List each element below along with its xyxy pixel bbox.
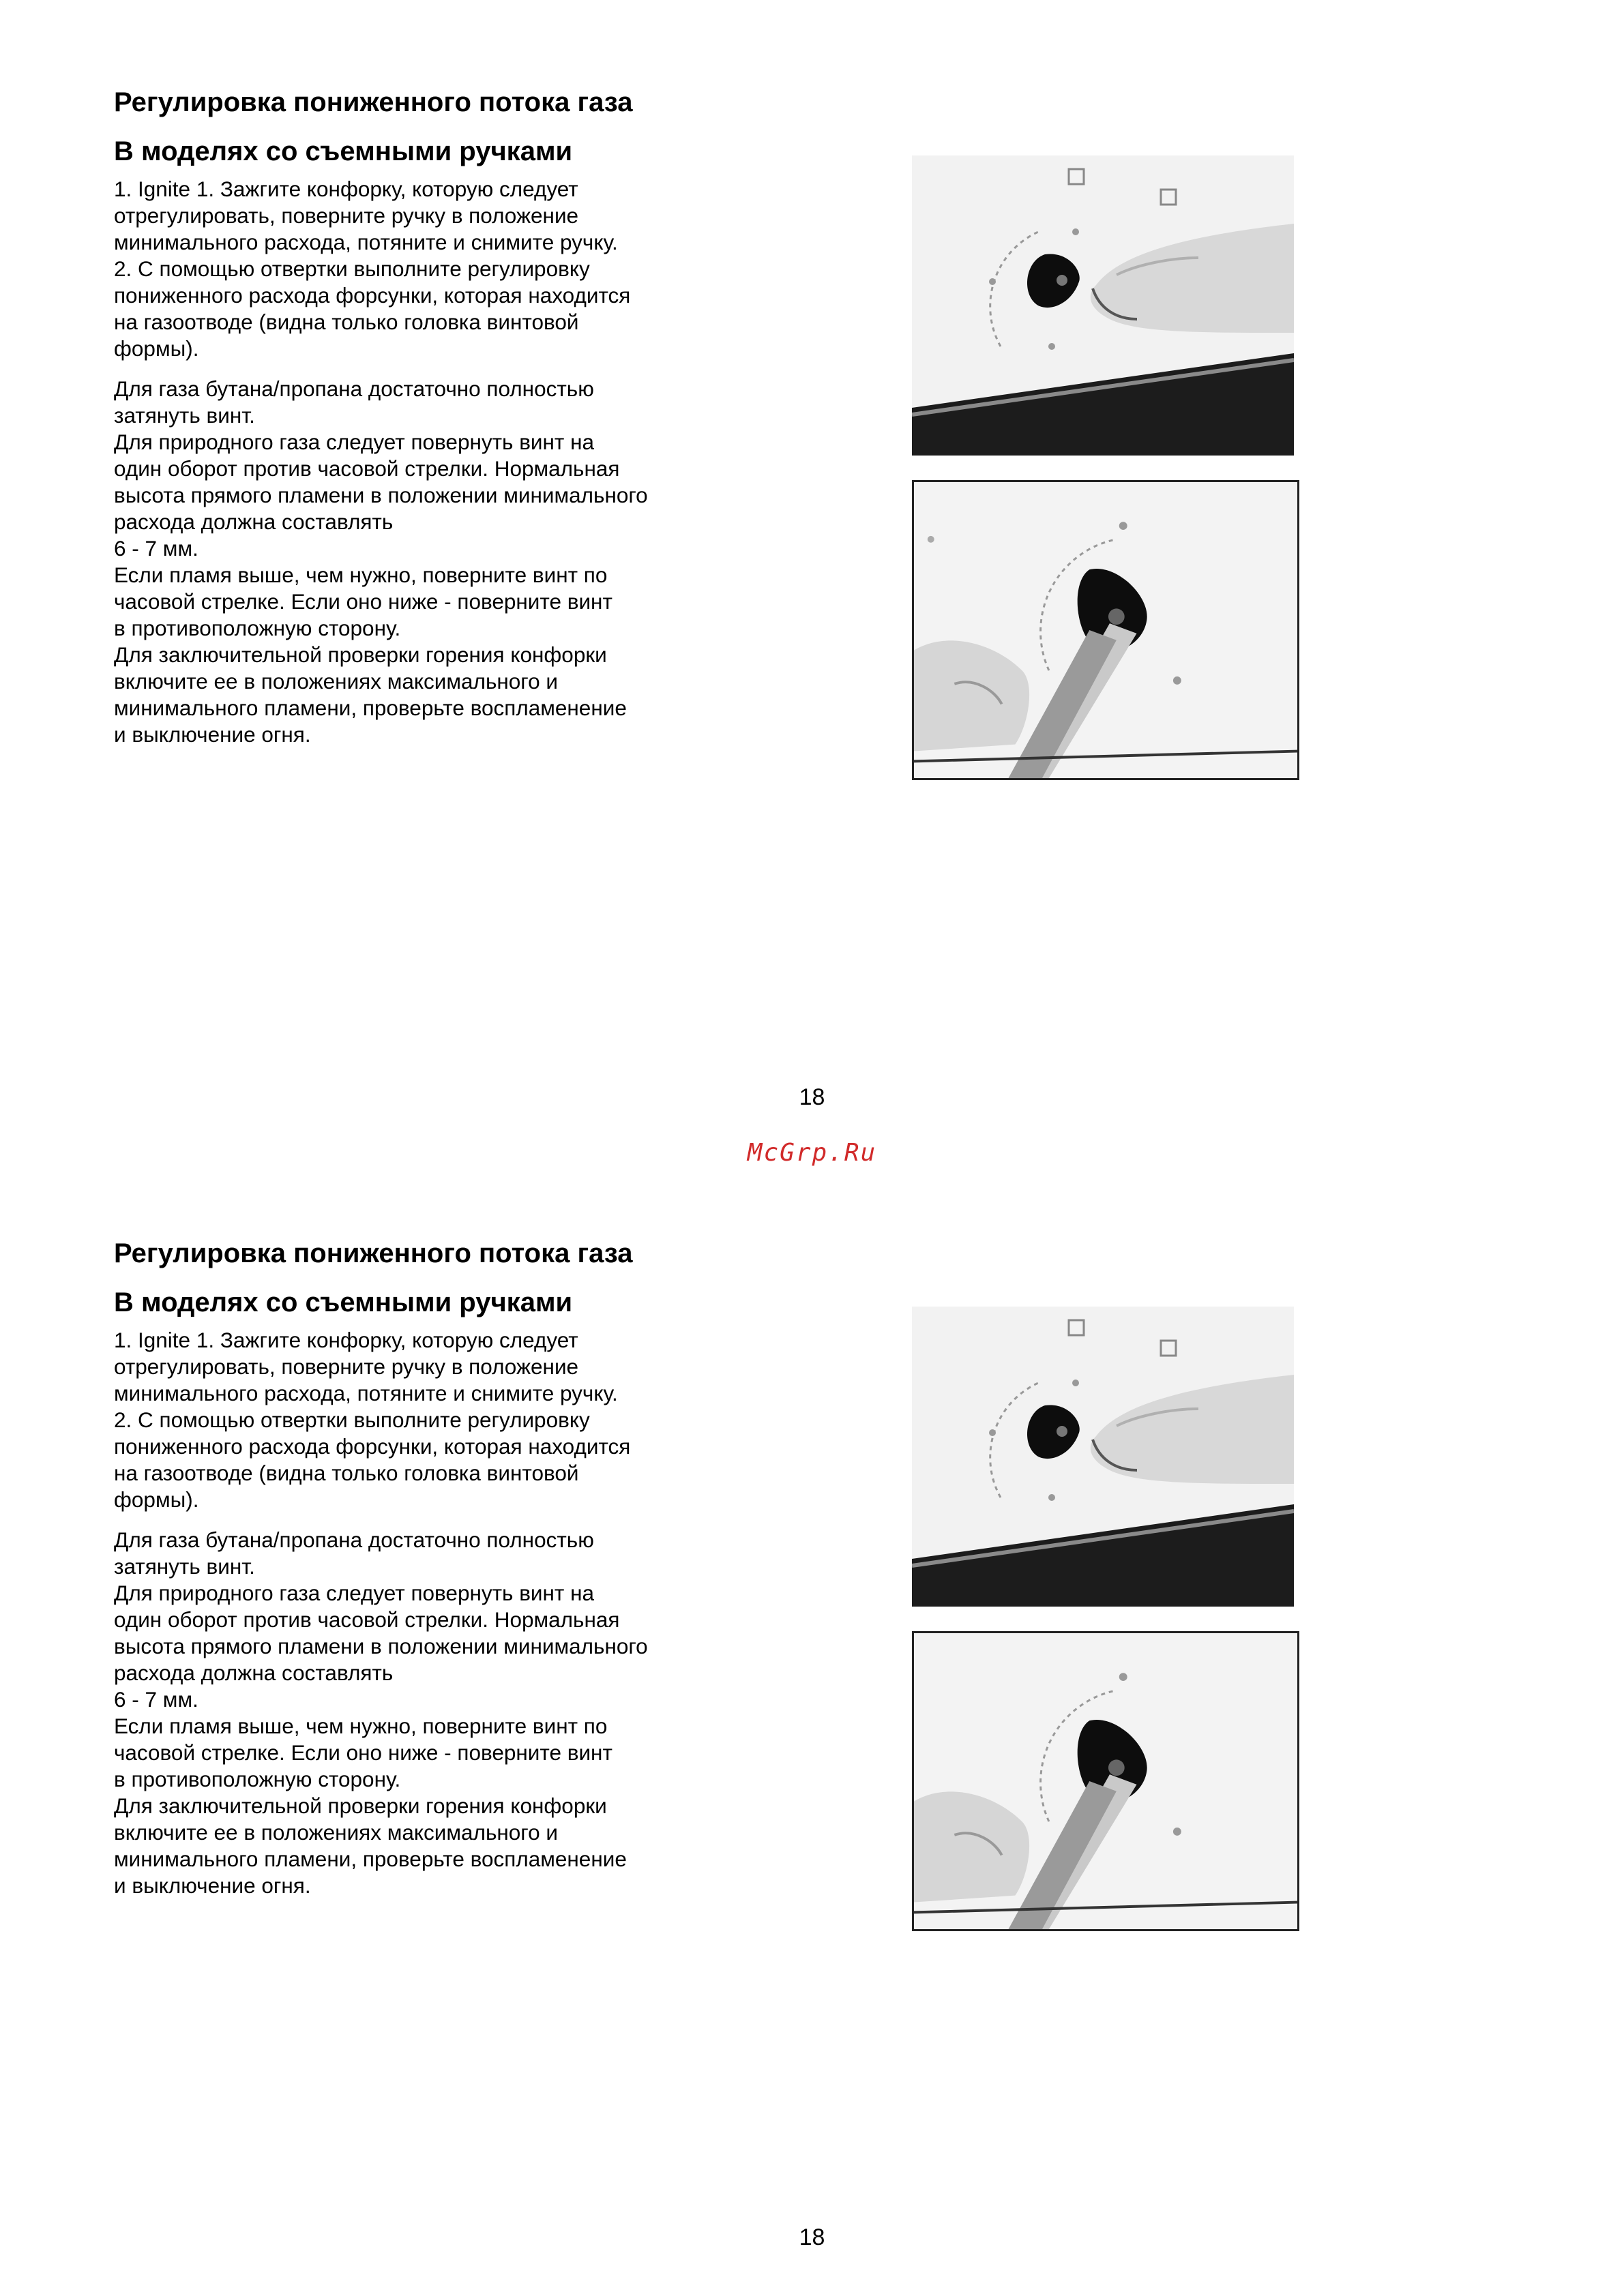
page-number: 18 (799, 2224, 825, 2250)
text-line: Для газа бутана/пропана достаточно полностью (114, 1527, 594, 1552)
text-line: затянуть винт. (114, 403, 255, 428)
knob-removed-photo (912, 1307, 1294, 1607)
text-line: формы). (114, 336, 199, 361)
text-line: часовой стрелке. Если оно ниже - поверните винт (114, 589, 612, 614)
section-title: Регулировка пониженного потока газа (114, 1238, 633, 1268)
page-number: 18 (799, 1084, 825, 1110)
text-line: минимального пламени, проверьте воспламенение (114, 696, 627, 720)
text-line: 2. С помощью отвертки выполните регулировку (114, 1407, 590, 1432)
text-line: на газоотводе (видна только головка винтовой (114, 310, 579, 334)
text-line: формы). (114, 1487, 199, 1512)
text-line: Для природного газа следует повернуть винт на (114, 430, 595, 454)
section-subtitle: В моделях со съемными ручками (114, 1287, 573, 1317)
text-line: один оборот против часовой стрелки. Нормальная (114, 456, 620, 481)
text-line: включите ее в положениях максимального и (114, 669, 558, 694)
page-section-1 (0, 0, 1624, 1110)
text-line: пониженного расхода форсунки, которая находится (114, 283, 631, 308)
screwdriver-adjustment-photo (912, 1631, 1299, 1931)
text-line: на газоотводе (видна только головка винтовой (114, 1461, 579, 1485)
text-line: отрегулировать, поверните ручку в положение (114, 203, 579, 228)
text-line: 6 - 7 мм. (114, 536, 198, 561)
text-line: пониженного расхода форсунки, которая находится (114, 1434, 631, 1459)
instructions-text (114, 176, 728, 748)
text-line: отрегулировать, поверните ручку в положение (114, 1354, 579, 1379)
text-line: в противоположную сторону. (114, 1767, 401, 1791)
text-line: и выключение огня. (114, 722, 311, 747)
section-subtitle: В моделях со съемными ручками (114, 136, 573, 166)
text-line: включите ее в положениях максимального и (114, 1820, 558, 1845)
text-line: расхода должна составлять (114, 509, 394, 534)
text-line: один оборот против часовой стрелки. Нормальная (114, 1607, 620, 1632)
instructions-text (114, 1327, 728, 1899)
text-line: 6 - 7 мм. (114, 1687, 198, 1712)
text-line: минимального расхода, потяните и снимите ручку. (114, 230, 618, 254)
watermark-text: McGrp.Ru (747, 1139, 877, 1167)
section-title: Регулировка пониженного потока газа (114, 87, 633, 117)
text-line: Если пламя выше, чем нужно, поверните винт по (114, 563, 608, 587)
text-line: минимального пламени, проверьте воспламенение (114, 1847, 627, 1871)
text-line: 2. С помощью отвертки выполните регулировку (114, 256, 590, 281)
screwdriver-adjustment-photo (912, 480, 1299, 780)
text-line: часовой стрелке. Если оно ниже - поверните винт (114, 1740, 612, 1765)
text-line: минимального расхода, потяните и снимите ручку. (114, 1381, 618, 1405)
text-line: Для заключительной проверки горения конфорки (114, 1793, 607, 1818)
text-line: в противоположную сторону. (114, 616, 401, 640)
text-line: 1. Ignite 1. Зажгите конфорку, которую следует (114, 177, 578, 201)
text-line: Для газа бутана/пропана достаточно полностью (114, 376, 594, 401)
page-section-2 (0, 1152, 1624, 2250)
text-line: высота прямого пламени в положении минимального (114, 483, 648, 507)
text-line: Для заключительной проверки горения конфорки (114, 642, 607, 667)
text-line: Если пламя выше, чем нужно, поверните винт по (114, 1714, 608, 1738)
text-line: Для природного газа следует повернуть винт на (114, 1581, 595, 1605)
text-line: расхода должна составлять (114, 1660, 394, 1685)
text-line: 1. Ignite 1. Зажгите конфорку, которую следует (114, 1328, 578, 1352)
text-line: затянуть винт. (114, 1554, 255, 1579)
text-line: и выключение огня. (114, 1873, 311, 1898)
knob-removed-photo (912, 155, 1294, 456)
text-line: высота прямого пламени в положении минимального (114, 1634, 648, 1658)
